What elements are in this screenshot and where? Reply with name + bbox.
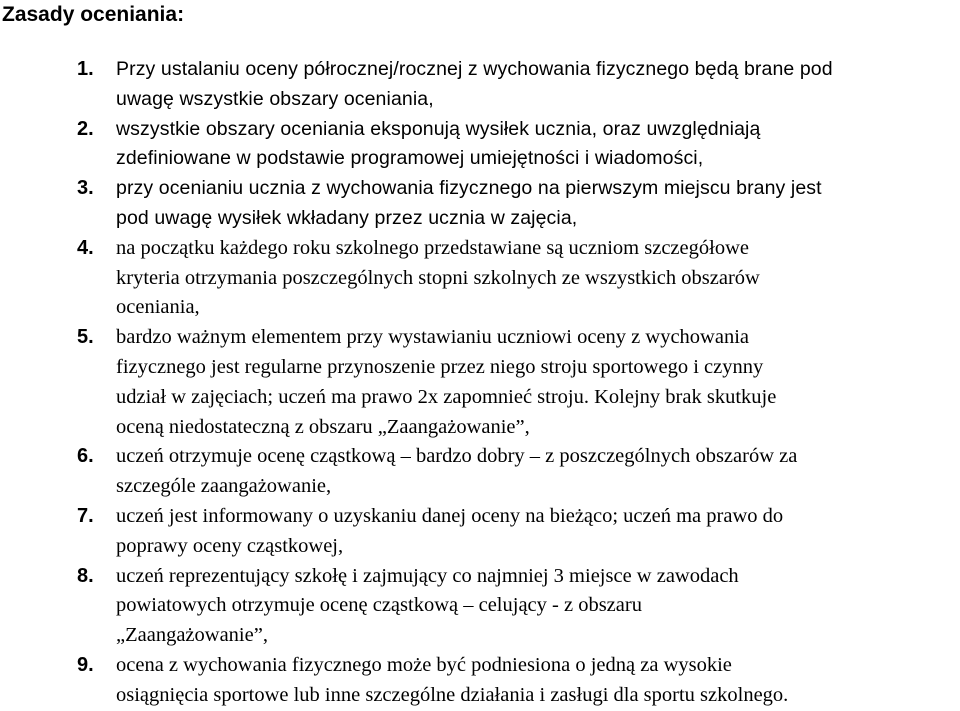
list-item (0, 115, 960, 175)
list-item (0, 234, 960, 323)
item-number: 6. (77, 445, 94, 468)
item-text-line: osiągnięcia sportowe lub inne szczególne działania i zasługi dla sportu szkolnego. (116, 683, 789, 706)
item-text-line: zdefiniowane w podstawie programowej umiejętności i wiadomości, (116, 147, 704, 170)
item-text-line: wszystkie obszary oceniania eksponują wysiłek ucznia, oraz uwzględniają (116, 117, 761, 140)
list-item (0, 562, 960, 651)
item-text-line: poprawy oceny cząstkowej, (116, 534, 344, 557)
item-text-line: powiatowych otrzymuje ocenę cząstkową – celujący - z obszaru (116, 594, 642, 617)
item-text-line: udział w zajęciach; uczeń ma prawo 2x zapomnieć stroju. Kolejny brak skutkuje (116, 385, 777, 408)
item-text-line: szczególe zaangażowanie, (116, 475, 332, 498)
document-title: Zasady oceniania: (2, 3, 185, 26)
item-text-line: na początku każdego roku szkolnego przedstawiane są uczniom szczegółowe (116, 236, 749, 259)
list-item (0, 442, 960, 502)
list-item (0, 55, 960, 115)
item-text-line: pod uwagę wysiłek wkładany przez ucznia w zajęcia, (116, 206, 578, 229)
item-number: 2. (77, 117, 94, 140)
item-number: 8. (77, 564, 94, 587)
item-text-line: uczeń otrzymuje ocenę cząstkową – bardzo dobry – z poszczególnych obszarów za (116, 445, 798, 468)
item-text-line: oceniania, (116, 296, 200, 319)
item-text-line: „Zaangażowanie”, (116, 624, 268, 647)
item-number: 4. (77, 236, 94, 259)
item-text-line: kryteria otrzymania poszczególnych stopni szkolnych ze wszystkich obszarów (116, 266, 760, 289)
item-number: 5. (77, 326, 94, 349)
item-text-line: Przy ustalaniu oceny półrocznej/rocznej z wychowania fizycznego będą brane pod (116, 58, 833, 80)
item-number: 9. (77, 653, 94, 676)
item-number: 3. (77, 177, 94, 200)
item-text-line: uwagę wszystkie obszary oceniania, (116, 87, 434, 110)
item-text-line: ocena z wychowania fizycznego może być podniesiona o jedną za wysokie (116, 653, 732, 676)
item-text-line: bardzo ważnym elementem przy wystawianiu uczniowi oceny z wychowania (116, 326, 749, 349)
item-number: 1. (77, 58, 94, 80)
list-item (0, 651, 960, 711)
grading-rules-list (0, 55, 960, 711)
item-text-line: fizycznego jest regularne przynoszenie przez niego stroju sportowego i czynny (116, 355, 764, 378)
item-number: 7. (77, 504, 94, 527)
item-text-line: uczeń jest informowany o uzyskaniu danej oceny na bieżąco; uczeń ma prawo do (116, 504, 784, 527)
item-text-line: oceną niedostateczną z obszaru „Zaangażowanie”, (116, 415, 530, 438)
item-text-line: uczeń reprezentujący szkołę i zajmujący co najmniej 3 miejsce w zawodach (116, 564, 739, 587)
list-item (0, 174, 960, 234)
item-text-line: przy ocenianiu ucznia z wychowania fizycznego na pierwszym miejscu brany jest (116, 177, 822, 200)
list-item (0, 502, 960, 562)
list-item (0, 323, 960, 442)
